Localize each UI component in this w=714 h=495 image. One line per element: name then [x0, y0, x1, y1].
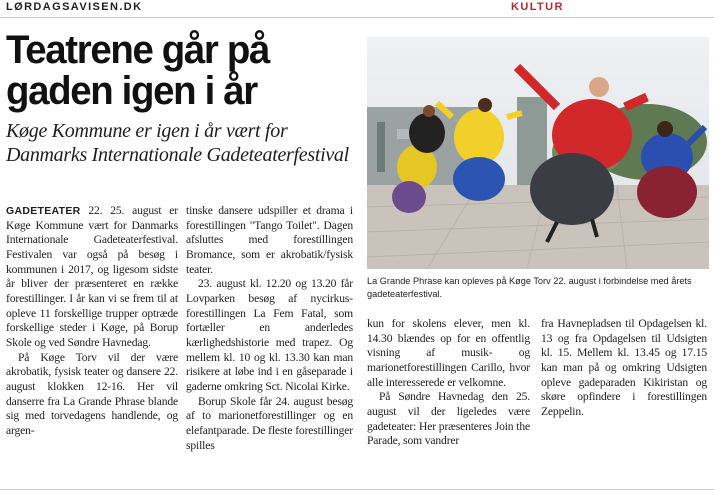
site-name: LØRDAGSAVISEN.DK — [6, 1, 143, 13]
article-subheading: Køge Kommune er igen i år vært for Danmarks Internationale Gadeteaterfestival — [6, 120, 349, 166]
article-column-2 — [186, 204, 353, 453]
paragraph-2: På Køge Torv vil der være akrobatik, fysisk teater og dansere 22. august klokken 12-16. Her vil danserre fra La Grande Phrase blande sig med torvedagens handlende, og argen- — [6, 350, 178, 437]
section-label: KULTUR — [511, 1, 564, 13]
paragraph-6: kun for skolens elever, men kl. 14.30 blændes op for en offentlig visning af musik- og marionetforestillingen Carillo, hvor alle interesserede er velkomne. — [367, 317, 530, 389]
paragraph-5: Borup Skole får 24. august besøg af to marionetforestillinger og en elefantparade. De fleste forestillinger spilles — [186, 394, 353, 452]
paragraph-4: 23. august kl. 12.20 og 13.20 får Lovparken besøg af nycirkus-forestillingen La Fem Fatal, som fortæller en anderledes kærlighedshistorie med trapez. Og mellem kl. 10 og kl. 13.30 kan man risikere at løbe ind i en gåseparade i gaderne omkring Sct. Nicolai Kirke. — [186, 277, 353, 393]
article-column-1 — [6, 204, 178, 439]
paragraph-7: På Søndre Havnedag den 25. august vil der ligeledes være gadeteater: Her præsenteres Join the Parade, som vandrer — [367, 390, 530, 448]
page-header-bar — [0, 0, 714, 18]
photo-caption: La Grande Phrase kan opleves på Køge Torv 22. august i forbindelse med årets gadeteaterfestival. — [367, 276, 692, 299]
bottom-divider — [0, 489, 714, 490]
headline-line-2: gaden igen i år — [6, 69, 257, 113]
paragraph-1 — [6, 204, 178, 351]
article-photo — [367, 37, 709, 269]
kicker: GADETEATER — [6, 205, 81, 217]
paragraph-8: fra Havnepladsen til Opdagelsen kl. 13 og fra Opdagelsen til Udsigten kl. 15. Mellem kl. 13.45 og 17.15 kan man på og omkring Udsigten opleve gadeparaden Kikiristan og skøre opfindere i forestillingen Zeppelin. — [541, 317, 707, 418]
article-column-3 — [367, 317, 530, 449]
headline-line-1: Teatrene går på — [6, 28, 269, 72]
paragraph-3: tinske dansere udspiller et drama i forestillingen "Tango Toilet". Dagen afsluttes med forestillingen Bromance, som er akrobatik/fysisk teater. — [186, 204, 353, 276]
paragraph-1-text: 22. 25. august er Køge Kommune vært for Danmarks Internationale Gadeteaterfestival. Festivalen var også på besøg i kommunen i 2017, og ligesom sidste år bliver der præsenteret en række forestillinger. I år kan vi se frem til at opleve 11 forskellige trupper optræde forskellige steder i Køge, på Borup Skole og ved Søndre Havnedag. — [6, 204, 179, 349]
article-headline — [6, 30, 347, 112]
article-column-4 — [541, 317, 707, 420]
dancers-photo-illustration — [367, 37, 709, 269]
